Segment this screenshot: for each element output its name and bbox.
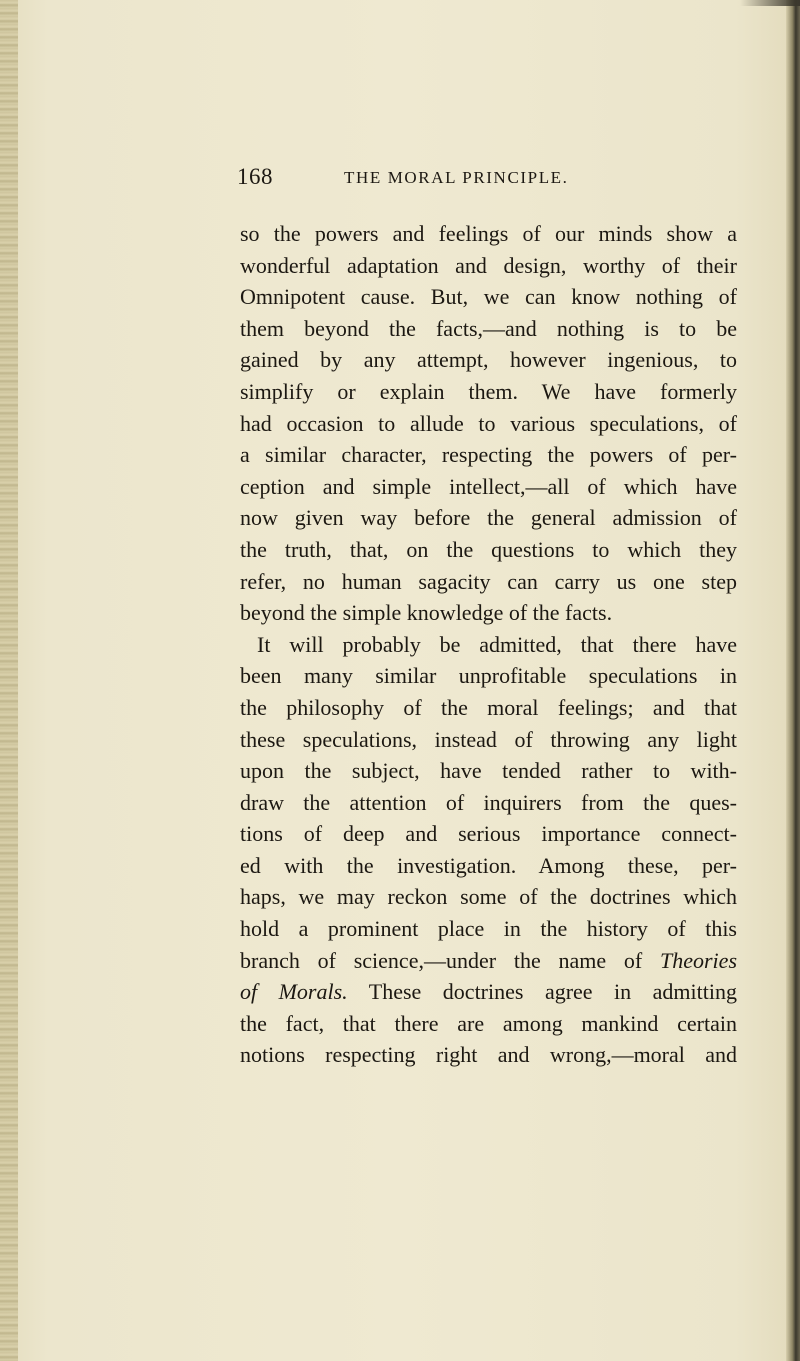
page-binding-edge — [0, 0, 18, 1361]
text-line: them beyond the facts,—and nothing is to be — [240, 315, 737, 341]
text-line: wonderful adaptation and design, worthy of their — [240, 252, 737, 278]
text-line: had occasion to allude to various speculations, of — [240, 410, 737, 436]
text-line: beyond the simple knowledge of the facts. — [240, 600, 613, 626]
text-line: ception and simple intellect,—all of which have — [240, 473, 737, 499]
text-line-with-italic — [240, 945, 737, 977]
text-line: gained by any attempt, however ingenious, to — [240, 347, 737, 373]
page-number: 168 — [237, 164, 273, 189]
text-line: the truth, that, on the questions to which they — [240, 536, 737, 562]
text-line: simplify or explain them. We have formerly — [240, 378, 737, 404]
text-line: hold a prominent place in the history of this — [240, 916, 737, 942]
page-right-edge — [786, 0, 800, 1361]
running-head: THE MORAL PRINCIPLE. — [344, 168, 569, 187]
text-line: notions respecting right and wrong,—moral and — [240, 1042, 737, 1068]
text-line: so the powers and feelings of our minds show a — [240, 221, 737, 246]
italic-title-theories: Theories — [660, 947, 737, 973]
page-top-shadow — [740, 0, 800, 6]
text-line: these speculations, instead of throwing any light — [240, 726, 737, 752]
text-line: the philosophy of the moral feelings; and that — [240, 694, 737, 720]
text-line: the fact, that there are among mankind certain — [240, 1010, 737, 1036]
text-line: a similar character, respecting the powers of per- — [240, 442, 737, 468]
text-line: tions of deep and serious importance connect- — [240, 821, 737, 847]
line-text: These doctrines agree in admitting — [368, 979, 737, 1005]
text-line: upon the subject, have tended rather to with- — [240, 758, 737, 784]
body-text — [240, 218, 737, 1071]
page-header — [237, 164, 757, 194]
text-line: now given way before the general admission of — [240, 505, 737, 531]
text-line: haps, we may reckon some of the doctrines which — [240, 884, 737, 910]
text-line: Omnipotent cause. But, we can know nothing of — [240, 284, 737, 310]
text-line: refer, no human sagacity can carry us one step — [240, 568, 737, 594]
text-line: draw the attention of inquirers from the ques- — [240, 789, 737, 815]
text-line: ed with the investigation. Among these, per- — [240, 852, 737, 878]
line-text: branch of science,—under the name of — [240, 947, 643, 973]
paragraph-start-line: It will probably be admitted, that there have — [257, 631, 737, 657]
italic-title-of-morals: of Morals. — [240, 979, 348, 1005]
text-line: been many similar unprofitable speculations in — [240, 663, 737, 689]
text-line-with-italic — [240, 976, 737, 1008]
